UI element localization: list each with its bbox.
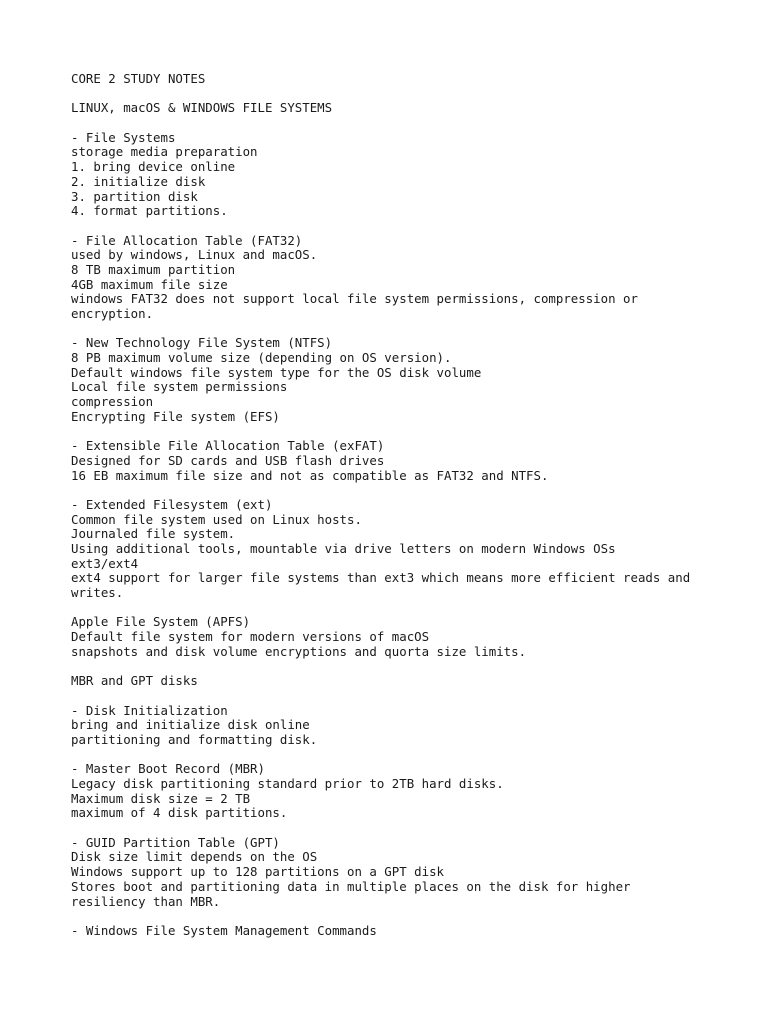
paragraph-gap [71,425,751,440]
text-line: Windows support up to 128 partitions on a GPT disk [71,864,444,880]
paragraph-gap [71,821,751,836]
text-line: 16 EB maximum file size and not as compatible as FAT32 and NTFS. [71,467,549,483]
block-heading-line: - Master Boot Record (MBR) [71,761,265,777]
paragraph-gap [71,483,751,498]
block-heading-line: MBR and GPT disks [71,673,198,689]
text-line: 4GB maximum file size [71,276,228,292]
paragraph-gap [71,689,751,704]
block-heading-line: - Windows File System Management Commands [71,922,377,938]
text-line: resiliency than MBR. [71,893,221,909]
block-heading-line: - Disk Initialization [71,702,228,718]
block-heading-line: - New Technology File System (NTFS) [71,335,333,351]
text-line: Legacy disk partitioning standard prior to 2TB hard disks. [71,776,504,791]
text-line: compression [71,394,154,410]
text-line: ext3/ext4 [71,555,139,571]
text-block [71,762,751,821]
text-block [71,234,751,322]
paragraph-gap [71,322,751,337]
text-line: used by windows, Linux and macOS. [71,247,318,263]
text-block [71,101,751,116]
text-line: 8 TB maximum partition [71,261,236,277]
block-heading-line: - Extended Filesystem (ext) [71,496,273,512]
text-line: partitioning and formatting disk. [71,731,318,747]
text-line: Using additional tools, mountable via drive letters on modern Windows OSs [71,541,616,556]
block-heading-line: - GUID Partition Table (GPT) [71,834,280,850]
text-line: Default windows file system type for the OS disk volume [71,364,482,380]
text-line: 3. partition disk [71,188,198,204]
paragraph-gap [71,87,751,102]
text-line: Designed for SD cards and USB flash drives [71,452,385,468]
paragraph-gap [71,116,751,131]
text-block [71,72,751,87]
text-line: storage media preparation [71,144,258,160]
text-line: Disk size limit depends on the OS [71,849,318,865]
text-line: 2. initialize disk [71,173,206,189]
block-heading-line: - Extensible File Allocation Table (exFAT) [71,438,385,454]
text-line: Common file system used on Linux hosts. [71,511,362,527]
block-heading-line: - File Systems [71,129,176,145]
text-line: maximum of 4 disk partitions. [71,805,288,821]
text-block [71,615,751,659]
text-block [71,439,751,483]
text-line: Stores boot and partitioning data in multiple places on the disk for higher [71,878,631,894]
text-line: ext4 support for larger file systems than ext3 which means more efficient reads and [71,570,691,586]
text-line: Journaled file system. [71,526,236,542]
text-block [71,836,751,909]
paragraph-gap [71,748,751,763]
text-line: 1. bring device online [71,159,236,175]
paragraph-gap [71,909,751,924]
block-heading-line: - File Allocation Table (FAT32) [71,232,303,248]
paragraph-gap [71,660,751,675]
text-line: snapshots and disk volume encryptions and quorta size limits. [71,643,527,659]
block-heading-line: Apple File System (APFS) [71,614,251,630]
document-page [71,72,751,939]
text-line: bring and initialize disk online [71,717,310,733]
text-line: Default file system for modern versions of macOS [71,629,430,645]
text-block [71,498,751,601]
block-heading-line: LINUX, macOS & WINDOWS FILE SYSTEMS [71,100,333,116]
paragraph-gap [71,601,751,616]
text-block [71,674,751,689]
text-block [71,704,751,748]
text-line: Local file system permissions [71,379,288,395]
text-line: Encrypting File system (EFS) [71,408,280,424]
text-line: Maximum disk size = 2 TB [71,790,251,806]
block-heading-line: CORE 2 STUDY NOTES [71,71,206,86]
text-block [71,336,751,424]
text-line: encryption. [71,306,154,321]
text-line: writes. [71,585,124,601]
paragraph-gap [71,219,751,234]
text-block [71,924,751,939]
text-line: 8 PB maximum volume size (depending on OS version). [71,350,452,366]
text-line: 4. format partitions. [71,203,228,219]
text-block [71,131,751,219]
text-line: windows FAT32 does not support local file system permissions, compression or [71,291,638,307]
